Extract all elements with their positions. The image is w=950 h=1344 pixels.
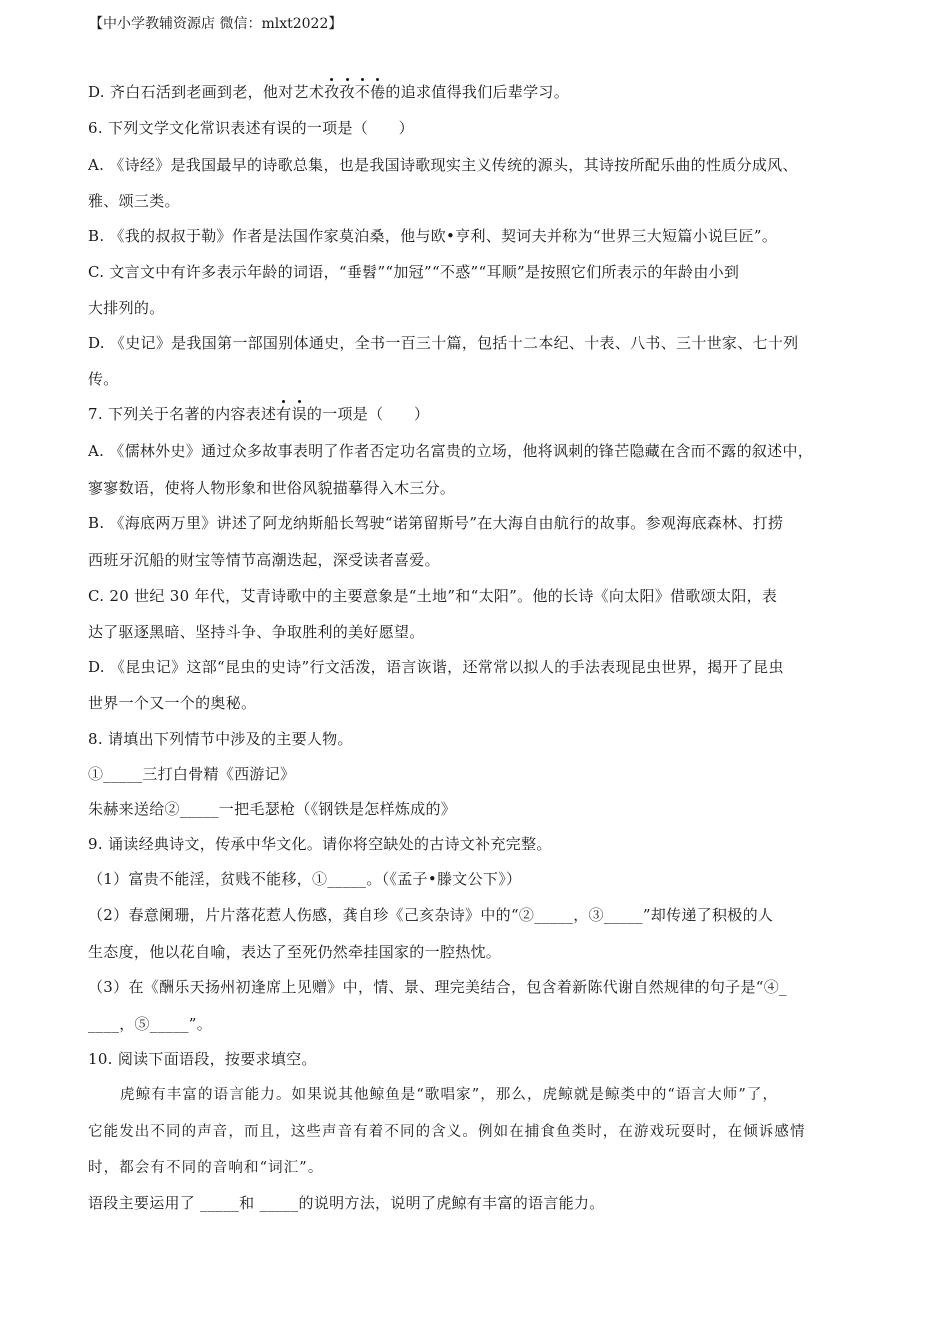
q6-option-a-cont: 雅、颂三类。 xyxy=(88,192,180,210)
q8-blank-1: ①_____三打白骨精《西游记》 xyxy=(88,765,296,783)
page-header: 【中小学教辅资源店 微信：mlxt2022】 xyxy=(89,16,343,32)
q6-option-b: B. 《我的叔叔于勒》作者是法国作家莫泊桑，他与欧•亨利、契诃夫并称为“世界三大短篇小说巨匠”。 xyxy=(88,227,778,245)
q7-option-d-cont: 世界一个又一个的奥秘。 xyxy=(88,694,257,712)
q9-part-2-cont: 生态度，他以花自喻，表达了至死仍然牵挂国家的一腔热忱。 xyxy=(88,943,502,961)
q9-part-3: （3）在《酬乐天扬州初逢席上见赠》中，情、景、理完美结合，包含着新陈代谢自然规律的句子是“④_ xyxy=(88,978,787,996)
emphasis-char: 误 xyxy=(291,405,307,423)
q10-fill-blank: 语段主要运用了 _____和 _____的说明方法，说明了虎鲸有丰富的语言能力。 xyxy=(88,1194,605,1212)
q9-part-3-cont: ____，⑤_____”。 xyxy=(88,1015,213,1033)
q7-option-a: A. 《儒林外史》通过众多故事表明了作者否定功名富贵的立场，他将讽刺的锋芒隐藏在含而不露的叙述中， xyxy=(88,442,814,460)
q5-option-d: D. 齐白石活到老画到老，他对艺术孜孜不倦的追求值得我们后辈学习。 xyxy=(88,83,569,101)
q10-passage-line-1: 虎鲸有丰富的语言能力。如果说其他鲸鱼是“歌唱家”，那么，虎鲸就是鲸类中的“语言大师”了， xyxy=(120,1087,779,1103)
q7-option-b: B. 《海底两万里》讲述了阿龙纳斯船长驾驶“诺第留斯号”在大海自由航行的故事。参观海底森林、打捞 xyxy=(88,514,784,532)
q6-option-d: D. 《史记》是我国第一部国别体通史，全书一百三十篇，包括十二本纪、十表、八书、三十世家、七十列 xyxy=(88,334,799,352)
q6-option-c: C. 文言文中有许多表示年龄的词语，“垂髫”“加冠”“不惑”“耳顺”是按照它们所表示的年龄由小到 xyxy=(88,263,740,281)
emphasis-char: 不 xyxy=(354,83,371,101)
q6-option-c-cont: 大排列的。 xyxy=(88,299,165,317)
q8-stem: 8. 请填出下列情节中涉及的主要人物。 xyxy=(88,730,353,748)
q7-option-c: C. 20 世纪 30 年代，艾青诗歌中的主要意象是“土地”和“太阳”。他的长诗《向太阳》借歌颂太阳，表 xyxy=(88,587,778,605)
emphasis-char: 有 xyxy=(276,405,292,423)
q7-option-d: D. 《昆虫记》这部“昆虫的史诗”行文活泼，语言诙谐，还常常以拟人的手法表现昆虫世界，揭开了昆虫 xyxy=(88,658,784,676)
q8-blank-2: 朱赫来送给②_____一把毛瑟枪（《钢铁是怎样炼成的》 xyxy=(88,800,457,818)
emphasis-char: 孜 xyxy=(339,83,355,101)
q7-option-b-cont: 西班牙沉船的财宝等情节高潮迭起，深受读者喜爱。 xyxy=(88,551,440,569)
q9-part-2: （2）春意阑珊，片片落花惹人伤感，龚自珍《己亥杂诗》中的“②_____，③_____”却传递了积极的人 xyxy=(88,906,774,924)
q6-option-a: A. 《诗经》是我国最早的诗歌总集，也是我国诗歌现实主义传统的源头，其诗按所配乐曲的性质分成风、 xyxy=(88,156,798,174)
q9-stem: 9. 诵读经典诗文，传承中华文化。请你将空缺处的古诗文补充完整。 xyxy=(88,835,552,853)
q10-passage-line-3: 时，都会有不同的音响和“词汇”。 xyxy=(88,1160,324,1176)
emphasis-char: 倦 xyxy=(370,83,386,101)
q6-option-d-cont: 传。 xyxy=(88,370,119,388)
emphasis-char: 孜 xyxy=(324,83,340,101)
q7-option-c-cont: 达了驱逐黑暗、坚持斗争、争取胜利的美好愿望。 xyxy=(88,623,425,641)
q7-stem: 7. 下列关于名著的内容表述有误的一项是（ ） xyxy=(88,405,430,423)
q10-passage-line-2: 它能发出不同的声音，而且，这些声音有着不同的含义。例如在捕食鱼类时，在游戏玩耍时，在倾诉感情 xyxy=(88,1124,806,1140)
q6-stem: 6. 下列文学文化常识表述有误的一项是（ ） xyxy=(88,119,414,137)
q7-option-a-cont: 寥寥数语，使将人物形象和世俗风貌描摹得入木三分。 xyxy=(88,479,456,497)
q10-stem: 10. 阅读下面语段，按要求填空。 xyxy=(88,1050,317,1068)
q9-part-1: （1）富贵不能淫，贫贱不能移，①_____。（《孟子•滕文公下》） xyxy=(88,870,522,888)
